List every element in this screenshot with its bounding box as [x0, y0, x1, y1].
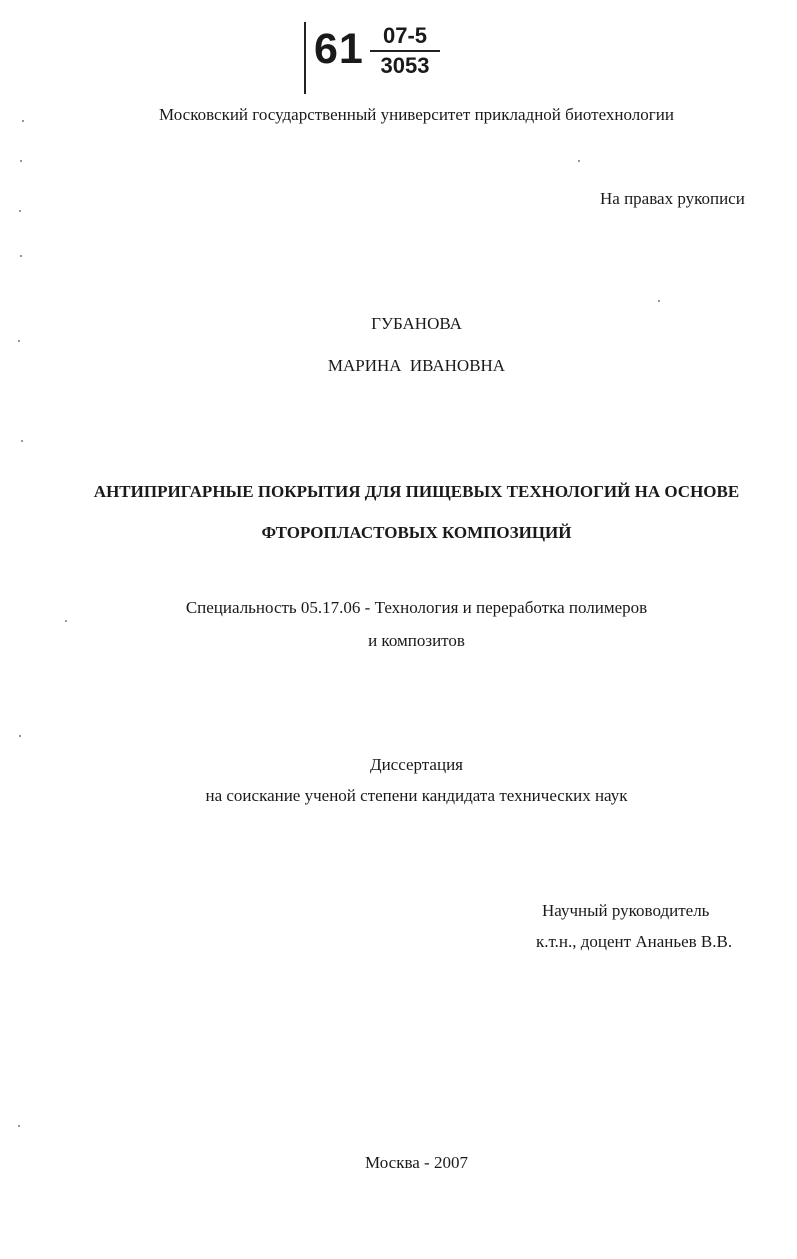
supervisor-label: Научный руководитель [542, 901, 710, 920]
work-type-line2: на соискание ученой степени кандидата технических наук [205, 786, 628, 805]
stamp-fraction-top: 07-5 [382, 23, 428, 48]
stamp-divider [304, 22, 306, 94]
scan-speck [19, 735, 21, 737]
author-surname: ГУБАНОВА [371, 314, 462, 333]
specialty-line1: Специальность 05.17.06 - Технология и переработка полимеров [185, 598, 648, 617]
stamp-fraction [370, 24, 440, 78]
manuscript-note: На правах рукописи [600, 189, 745, 208]
scan-speck [19, 210, 21, 212]
scan-speck [21, 440, 23, 442]
scan-speck [22, 120, 24, 122]
scan-speck [20, 160, 22, 162]
institution-name: Московский государственный университет прикладной биотехнологии [159, 105, 674, 124]
work-type-line1: Диссертация [369, 755, 463, 774]
stamp-fraction-bar [370, 50, 440, 52]
scan-speck [65, 620, 67, 622]
scan-speck [658, 300, 660, 302]
place-year: Москва - 2007 [365, 1153, 468, 1172]
stamp-fraction-bottom: 3053 [380, 53, 430, 78]
scan-speck [18, 340, 20, 342]
scan-speck [20, 255, 22, 257]
stamp-number: 61 [314, 25, 364, 73]
supervisor-name: к.т.н., доцент Ананьев В.В. [536, 932, 733, 951]
library-stamp [300, 20, 450, 92]
scan-speck [18, 1125, 20, 1127]
dissertation-title-line2: ФТОРОПЛАСТОВЫХ КОМПОЗИЦИЙ [261, 523, 572, 542]
dissertation-title-line1: АНТИПРИГАРНЫЕ ПОКРЫТИЯ ДЛЯ ПИЩЕВЫХ ТЕХНОЛОГИЙ НА ОСНОВЕ [93, 482, 740, 501]
specialty-line2: и композитов [368, 631, 465, 650]
scan-speck [578, 160, 580, 162]
author-given-names: МАРИНА ИВАНОВНА [327, 356, 506, 375]
